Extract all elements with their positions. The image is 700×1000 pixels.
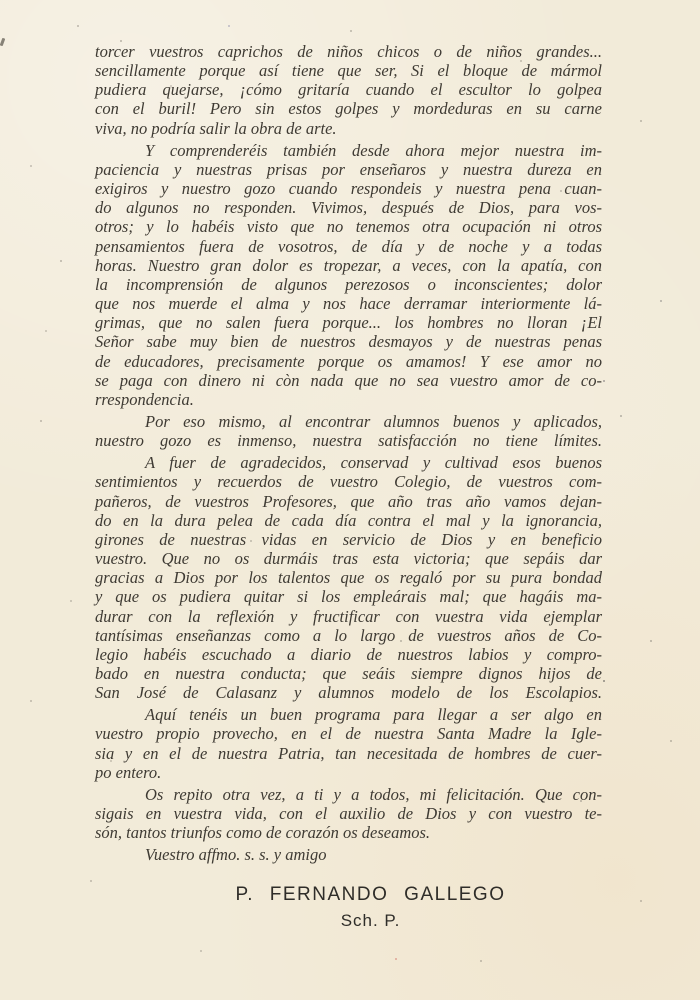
text-line: po entero. [95, 762, 162, 782]
signature-name: P. FERNANDO GALLEGO [235, 884, 506, 905]
text-line: se paga con dinero ni còn nada que no sea vuestro amor de co- [95, 370, 602, 390]
letter-body [95, 42, 602, 865]
text-line: Y comprenderéis también desde ahora mejor nuestra im- [145, 140, 602, 160]
text-line: San José de Calasanz y alumnos modelo de los Escolapios. [95, 683, 602, 703]
text-line: pañeros, de vuestros Profesores, que año tras año vamos dejan- [95, 491, 602, 511]
signature-title: Sch. P. [340, 911, 401, 930]
text-line: horas. Nuestro gran dolor es tropezar, a veces, con la apatía, con [95, 255, 602, 275]
text-line: de educadores, precisamente porque os amamos! Y ese amor no [95, 351, 602, 371]
text-line: rrespondencia. [95, 389, 194, 409]
paragraph-3 [95, 412, 602, 450]
paragraph-4 [95, 453, 602, 702]
text-line: vuestro propio provecho, en el de nuestra Santa Madre la Igle- [95, 724, 602, 744]
text-line: y que os pudiera quitar si los empleárais mal; que hagáis ma- [95, 587, 602, 607]
text-line: la incomprensión de algunos perezosos o inconscientes; dolor [95, 274, 602, 294]
text-line: gracias a Dios por los talentos que os regaló por su pura bondad [95, 568, 602, 588]
text-line: Por eso mismo, al encontrar alumnos buenos y aplicados, [145, 411, 602, 431]
text-line: Vuestro affmo. s. s. y amigo [145, 845, 327, 865]
text-line: Aquí tenéis un buen programa para llegar a ser algo en [145, 705, 602, 725]
text-line: viva, no podría salir la obra de arte. [95, 118, 337, 138]
text-line: sentimientos y recuerdos de vuestro Colegio, de vuestros com- [95, 472, 602, 492]
text-line: nuestro gozo es inmenso, nuestra satisfacción no tiene límites. [95, 431, 602, 451]
text-line: A fuer de agradecidos, conservad y cultivad esos buenos [145, 453, 602, 473]
paragraph-1 [95, 42, 602, 138]
scan-edge-mark [0, 38, 5, 47]
text-line: sigais en vuestra vida, con el auxilio de Dios y con vuestro te- [95, 804, 602, 824]
paper-speckles [350, 30, 352, 32]
text-line: són, tantos triunfos como de corazón os deseamos. [95, 823, 431, 843]
paragraph-2 [95, 141, 602, 409]
text-line: pudiera quejarse, ¡cómo gritaría cuando el escultor lo golpea [95, 80, 602, 100]
text-line: durar con la reflexión y fructificar con vuestra vida ejemplar [95, 606, 602, 626]
text-line: Os repito otra vez, a ti y a todos, mi felicitación. Que con- [145, 784, 602, 804]
text-line: que nos muerde el alma y nos hace derramar interiormente lá- [95, 294, 602, 314]
text-line: legio habéis escuchado a diario de nuestros labios y compro- [95, 644, 602, 664]
paragraph-6 [95, 785, 602, 842]
text-line: vuestro. Que no os durmáis tras esta victoria; que sepáis dar [95, 549, 602, 569]
text-line: Señor sabe muy bien de nuestros desmayos y de nuestras penas [95, 332, 602, 352]
text-line: sia y en el de nuestra Patria, tan necesitada de hombres de cuer- [95, 743, 602, 763]
text-line: otros; y lo habéis visto que no tenemos otra ocupación ni otros [95, 217, 602, 237]
text-line: con el buril! Pero sin estos golpes y mordeduras en su carne [95, 99, 602, 119]
text-line: do algunos no responden. Vivimos, después de Dios, para vos- [95, 198, 602, 218]
text-line: exigiros y nuestro gozo cuando respondeis y nuestra pena cuan- [95, 179, 602, 199]
text-line: paciencia y nuestras prisas por enseñaros y nuestra dureza en [95, 159, 602, 179]
paragraph-7 [95, 845, 602, 864]
signature-block [117, 884, 624, 931]
text-line: bado en nuestra conducta; que seáis siempre dignos hijos de [95, 664, 602, 683]
text-line: tantísimas enseñanzas como a lo largo de vuestros años de Co- [95, 625, 602, 645]
text-line: girones de nuestras vidas en servicio de Dios y en beneficio [95, 529, 602, 549]
text-line: do en la dura pelea de cada día contra el mal y la ignorancia, [95, 510, 602, 530]
text-line: grimas, que no salen fuera porque... los hombres no lloran ¡El [95, 313, 602, 333]
paragraph-5 [95, 705, 602, 782]
text-line: sencillamente porque así tiene que ser, Si el bloque de mármol [95, 61, 602, 81]
text-line: torcer vuestros caprichos de niños chicos o de niños grandes... [95, 42, 602, 61]
text-line: pensamientos fuera de vosotros, de día y de noche y a todas [95, 236, 602, 256]
